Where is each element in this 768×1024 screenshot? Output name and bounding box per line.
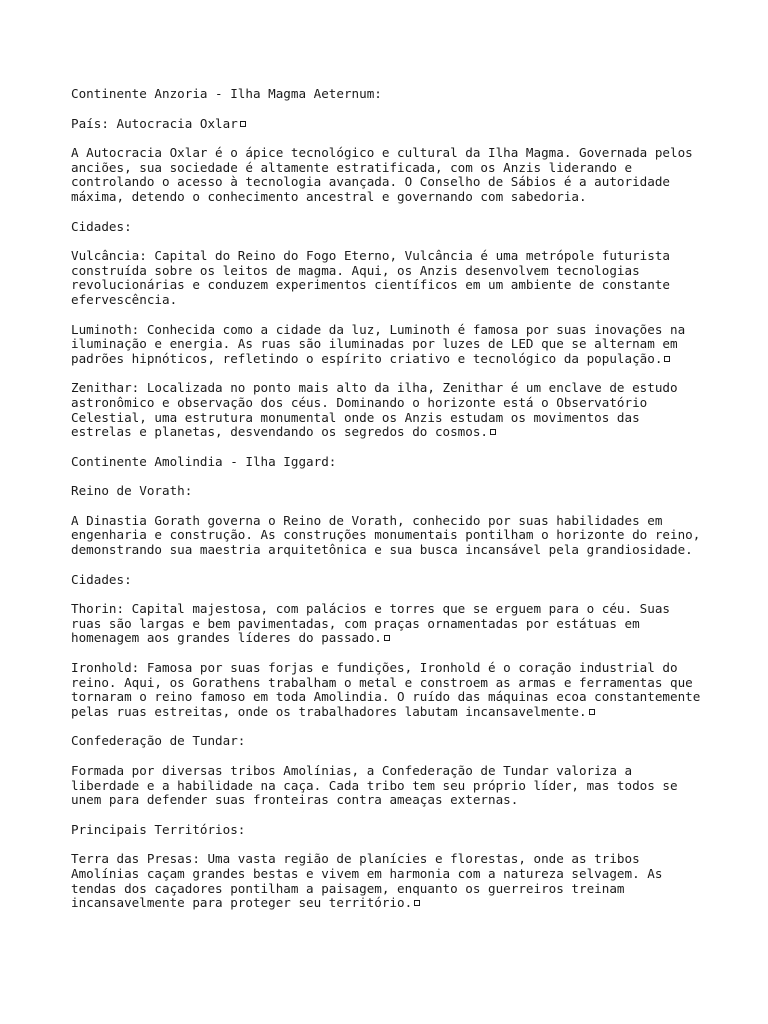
text-line: Vulcância: Capital do Reino do Fogo Eterno, Vulcância é uma metrópole futurista (71, 248, 670, 264)
paragraph (71, 573, 711, 588)
text-line: Celestial, uma estrutura monumental onde os Anzis estudam os movimentos das (71, 409, 640, 425)
text-line: A Dinastia Gorath governa o Reino de Vorath, conhecido por suas habilidades em (71, 512, 663, 528)
text-line: Zenithar: Localizada no ponto mais alto da ilha, Zenithar é um enclave de estudo (71, 380, 678, 396)
text-line: País: Autocracia Oxlar (71, 115, 238, 131)
text-line: Terra das Presas: Uma vasta região de planícies e florestas, onde as tribos (71, 851, 640, 867)
text-line: Cidades: (71, 218, 132, 234)
text-line: padrões hipnóticos, refletindo o espírito criativo e tecnológico da população. (71, 350, 663, 366)
text-line: efervescência. (71, 291, 178, 307)
text-line: liberdade e a habilidade na caça. Cada tribo tem seu próprio líder, mas todos se (71, 777, 678, 793)
paragraph (71, 381, 711, 439)
text-line: Reino de Vorath: (71, 483, 193, 499)
text-line: revolucionárias e conduzem experimentos científicos em um ambiente de constante (71, 277, 670, 293)
paragraph (71, 220, 711, 235)
text-line: controlando o acesso à tecnologia avançada. O Conselho de Sábios é a autoridade (71, 174, 670, 190)
missing-glyph-icon (240, 121, 246, 127)
paragraph (71, 87, 711, 102)
text-line: ruas são largas e bem pavimentadas, com praças ornamentadas por estátuas em (71, 615, 640, 631)
missing-glyph-icon (589, 709, 595, 715)
text-line: unem para defender suas fronteiras contra ameaças externas. (71, 792, 519, 808)
text-line: reino. Aqui, os Gorathens trabalham o metal e constroem as armas e ferramentas que (71, 674, 693, 690)
text-line: homenagem aos grandes líderes do passado. (71, 630, 382, 646)
paragraph (71, 734, 711, 749)
text-line: Confederação de Tundar: (71, 733, 246, 749)
text-line: estrelas e planetas, desvendando os segredos do cosmos. (71, 424, 489, 440)
text-line: demonstrando sua maestria arquitetônica e sua busca incansável pela grandiosidade. (71, 542, 693, 558)
text-line: Amolínias caçam grandes bestas e vivem em harmonia com a natureza selvagem. As (71, 865, 663, 881)
text-line: incansavelmente para proteger seu território. (71, 895, 413, 911)
text-line: máxima, detendo o conhecimento ancestral e governando com sabedoria. (71, 188, 587, 204)
text-line: tendas dos caçadores pontilham a paisagem, enquanto os guerreiros treinam (71, 880, 625, 896)
text-line: engenharia e construção. As construções monumentais pontilham o horizonte do reino, (71, 527, 701, 543)
text-line: construída sobre os leitos de magma. Aqui, os Anzis desenvolvem tecnologias (71, 262, 640, 278)
text-line: iluminação e energia. As ruas são iluminadas por luzes de LED que se alternam em (71, 336, 678, 352)
paragraph (71, 323, 711, 367)
paragraph (71, 661, 711, 719)
missing-glyph-icon (490, 429, 496, 435)
paragraph (71, 484, 711, 499)
text-line: anciões, sua sociedade é altamente estratificada, com os Anzis liderando e (71, 159, 633, 175)
text-line: Principais Territórios: (71, 821, 246, 837)
missing-glyph-icon (664, 356, 670, 362)
paragraph (71, 249, 711, 307)
paragraph (71, 514, 711, 558)
document-page (71, 87, 711, 926)
paragraph (71, 455, 711, 470)
paragraph (71, 852, 711, 910)
text-line: astronômico e observação dos céus. Dominando o horizonte está o Observatório (71, 394, 648, 410)
text-line: A Autocracia Oxlar é o ápice tecnológico e cultural da Ilha Magma. Governada pelos (71, 145, 693, 161)
paragraph (71, 764, 711, 808)
text-line: Thorin: Capital majestosa, com palácios e torres que se erguem para o céu. Suas (71, 601, 670, 617)
paragraph (71, 602, 711, 646)
text-line: Continente Amolindia - Ilha Iggard: (71, 453, 337, 469)
text-line: pelas ruas estreitas, onde os trabalhadores labutam incansavelmente. (71, 703, 587, 719)
text-line: Ironhold: Famosa por suas forjas e fundições, Ironhold é o coração industrial do (71, 660, 678, 676)
missing-glyph-icon (384, 635, 390, 641)
text-line: Luminoth: Conhecida como a cidade da luz, Luminoth é famosa por suas inovações na (71, 321, 686, 337)
text-line: Cidades: (71, 571, 132, 587)
text-line: tornaram o reino famoso em toda Amolindia. O ruído das máquinas ecoa constantemente (71, 689, 701, 705)
paragraph (71, 117, 711, 132)
paragraph (71, 146, 711, 204)
text-line: Formada por diversas tribos Amolínias, a Confederação de Tundar valoriza a (71, 763, 633, 778)
document-body (71, 87, 711, 911)
missing-glyph-icon (414, 900, 420, 906)
text-line: Continente Anzoria - Ilha Magma Aeternum: (71, 86, 382, 101)
paragraph (71, 823, 711, 838)
